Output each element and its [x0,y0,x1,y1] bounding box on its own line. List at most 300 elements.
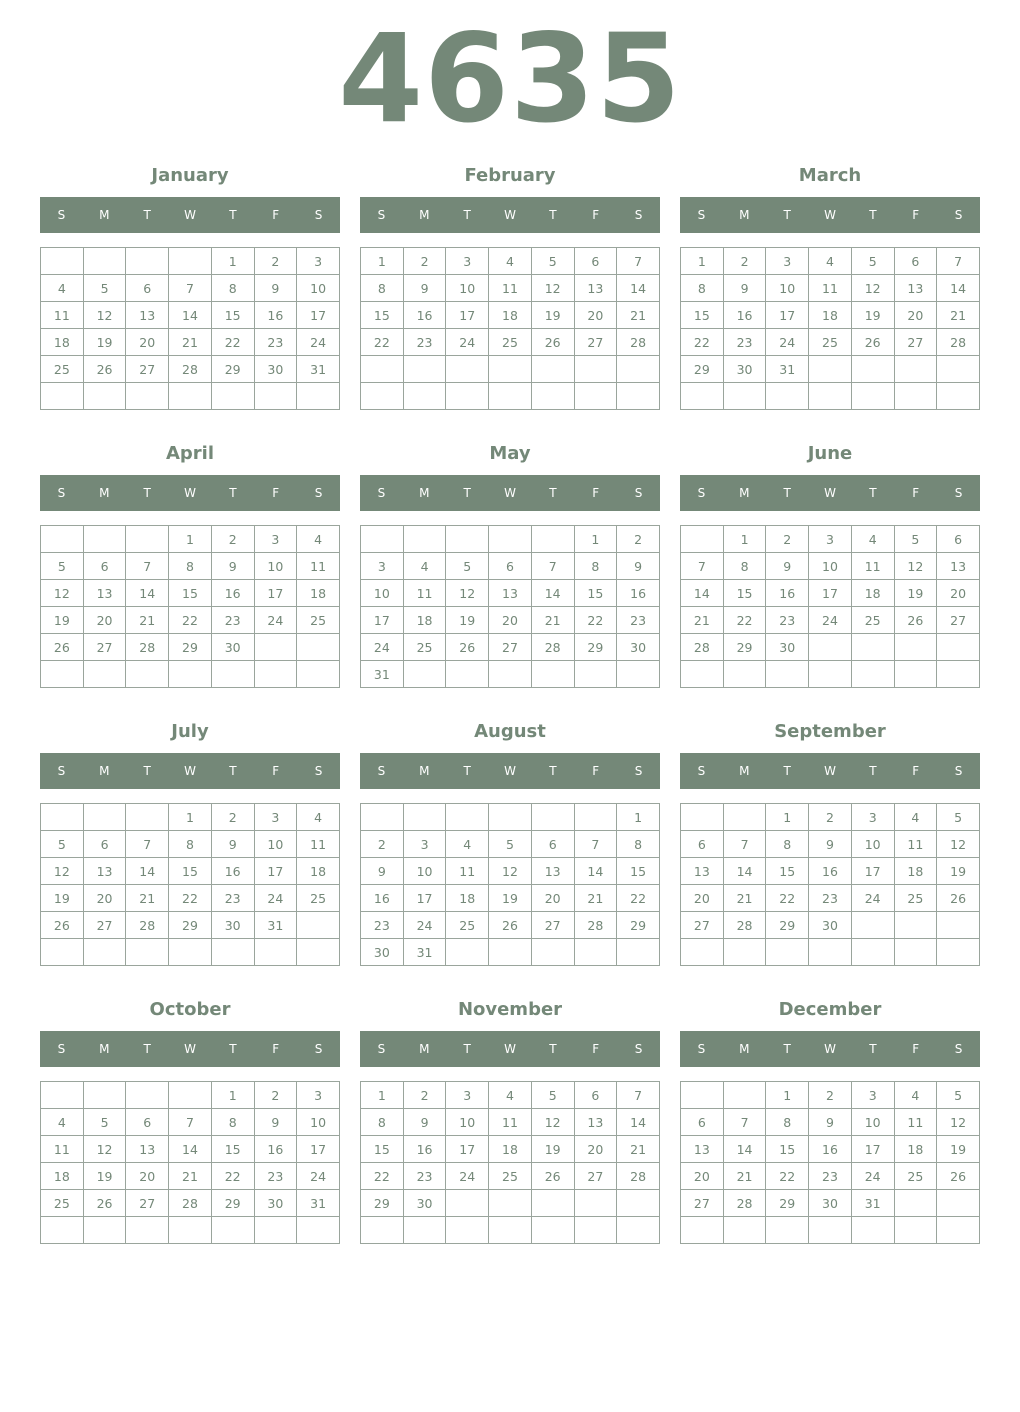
empty-day-cell [297,634,340,661]
day-cell: 19 [489,885,532,912]
empty-day-cell [681,1217,724,1244]
day-cell: 8 [766,1109,809,1136]
empty-day-cell [937,383,980,410]
weekday-label: S [634,1042,643,1056]
empty-day-cell [531,1190,574,1217]
week-row [681,885,980,912]
day-cell: 3 [851,1082,894,1109]
day-cell: 11 [894,1109,937,1136]
weekday-header [40,753,340,789]
day-cell: 29 [574,634,617,661]
empty-day-cell [531,1217,574,1244]
day-cell: 10 [766,275,809,302]
empty-day-cell [126,248,169,275]
day-cell: 4 [894,804,937,831]
day-cell: 31 [297,1190,340,1217]
day-cell: 21 [617,1136,660,1163]
day-cell: 11 [403,580,446,607]
empty-day-cell [766,383,809,410]
day-cell: 18 [446,885,489,912]
empty-day-cell [489,939,532,966]
empty-day-cell [937,912,980,939]
day-cell: 11 [851,553,894,580]
empty-day-cell [489,526,532,553]
days-grid [680,803,980,966]
day-cell: 29 [766,1190,809,1217]
empty-day-cell [361,526,404,553]
day-cell: 6 [894,248,937,275]
day-cell: 9 [403,275,446,302]
day-cell: 12 [83,302,126,329]
day-cell: 14 [723,1136,766,1163]
empty-day-cell [41,526,84,553]
month-august [360,716,660,986]
days-grid [40,525,340,688]
day-cell: 9 [211,553,254,580]
day-cell: 4 [41,1109,84,1136]
empty-day-cell [41,804,84,831]
empty-day-cell [809,383,852,410]
day-cell: 14 [126,580,169,607]
empty-day-cell [361,804,404,831]
empty-day-cell [531,661,574,688]
day-cell: 29 [211,356,254,383]
empty-day-cell [617,356,660,383]
day-cell: 18 [489,1136,532,1163]
empty-day-cell [681,1082,724,1109]
day-cell: 6 [574,248,617,275]
day-cell: 12 [489,858,532,885]
day-cell: 19 [83,329,126,356]
day-cell: 15 [211,1136,254,1163]
day-cell: 28 [617,329,660,356]
empty-day-cell [766,661,809,688]
week-row [41,804,340,831]
day-cell: 13 [574,275,617,302]
days-grid [40,247,340,410]
empty-day-cell [83,939,126,966]
day-cell: 29 [361,1190,404,1217]
month-name: September [774,721,886,742]
day-cell: 5 [531,1082,574,1109]
day-cell: 8 [574,553,617,580]
empty-day-cell [723,661,766,688]
day-cell: 2 [361,831,404,858]
empty-day-cell [297,912,340,939]
day-cell: 29 [766,912,809,939]
day-cell: 27 [83,912,126,939]
week-row [361,1136,660,1163]
empty-day-cell [126,383,169,410]
weekday-label: S [377,208,386,222]
month-may [360,438,660,708]
day-cell: 6 [681,1109,724,1136]
day-cell: 20 [894,302,937,329]
week-row [361,912,660,939]
day-cell: 13 [126,302,169,329]
day-cell: 19 [851,302,894,329]
days-grid [40,1081,340,1244]
day-cell: 1 [681,248,724,275]
day-cell: 19 [531,302,574,329]
day-cell: 21 [937,302,980,329]
empty-day-cell [41,248,84,275]
day-cell: 19 [937,858,980,885]
empty-day-cell [937,939,980,966]
empty-day-cell [851,912,894,939]
weekday-label: W [184,486,196,500]
day-cell: 6 [681,831,724,858]
day-cell: 27 [489,634,532,661]
day-cell: 3 [254,526,297,553]
day-cell: 22 [211,1163,254,1190]
day-cell: 29 [169,634,212,661]
day-cell: 13 [574,1109,617,1136]
weekday-label: T [783,208,791,222]
day-cell: 14 [574,858,617,885]
empty-day-cell [723,939,766,966]
day-cell: 31 [254,912,297,939]
day-cell: 23 [723,329,766,356]
day-cell: 31 [766,356,809,383]
week-row [41,580,340,607]
empty-day-cell [446,383,489,410]
day-cell: 27 [126,356,169,383]
month-july [40,716,340,986]
weekday-label: M [99,764,110,778]
day-cell: 17 [297,302,340,329]
day-cell: 28 [574,912,617,939]
day-cell: 24 [297,329,340,356]
week-row [361,885,660,912]
weekday-label: S [314,764,323,778]
empty-day-cell [894,1217,937,1244]
weekday-label: M [739,764,750,778]
weekday-label: F [272,1042,280,1056]
day-cell: 7 [126,831,169,858]
weekday-header [360,753,660,789]
week-row [361,858,660,885]
day-cell: 10 [361,580,404,607]
weekday-label: M [99,1042,110,1056]
day-cell: 21 [617,302,660,329]
day-cell: 24 [809,607,852,634]
weekday-label: S [314,208,323,222]
day-cell: 15 [766,858,809,885]
day-cell: 25 [41,1190,84,1217]
day-cell: 27 [937,607,980,634]
week-row [361,553,660,580]
day-cell: 6 [489,553,532,580]
empty-day-cell [489,383,532,410]
days-grid [360,525,660,688]
empty-day-cell [126,1082,169,1109]
day-cell: 14 [531,580,574,607]
day-cell: 4 [446,831,489,858]
weekday-label: T [463,1042,471,1056]
empty-day-cell [126,526,169,553]
day-cell: 3 [361,553,404,580]
empty-day-cell [937,634,980,661]
empty-day-cell [83,661,126,688]
day-cell: 22 [723,607,766,634]
day-cell: 20 [574,1136,617,1163]
day-cell: 30 [211,634,254,661]
weekday-label: F [592,208,600,222]
day-cell: 23 [809,885,852,912]
empty-day-cell [403,383,446,410]
day-cell: 7 [126,553,169,580]
day-cell: 9 [254,1109,297,1136]
day-cell: 15 [681,302,724,329]
day-cell: 22 [617,885,660,912]
day-cell: 4 [489,248,532,275]
empty-day-cell [531,356,574,383]
empty-day-cell [361,356,404,383]
day-cell: 16 [254,1136,297,1163]
day-cell: 27 [574,329,617,356]
day-cell: 15 [211,302,254,329]
day-cell: 1 [723,526,766,553]
day-cell: 1 [169,804,212,831]
day-cell: 6 [83,831,126,858]
day-cell: 15 [617,858,660,885]
day-cell: 7 [617,1082,660,1109]
weekday-label: S [954,486,963,500]
day-cell: 3 [446,1082,489,1109]
empty-day-cell [851,634,894,661]
weekday-label: T [229,486,237,500]
days-grid [360,247,660,410]
week-row [361,526,660,553]
day-cell: 4 [41,275,84,302]
weekday-label: T [783,486,791,500]
empty-day-cell [297,1217,340,1244]
day-cell: 23 [254,329,297,356]
day-cell: 26 [851,329,894,356]
day-cell: 9 [403,1109,446,1136]
weekday-label: F [592,1042,600,1056]
day-cell: 24 [446,1163,489,1190]
empty-day-cell [126,661,169,688]
day-cell: 16 [254,302,297,329]
day-cell: 20 [574,302,617,329]
day-cell: 31 [851,1190,894,1217]
day-cell: 24 [297,1163,340,1190]
empty-day-cell [809,1217,852,1244]
empty-day-cell [723,804,766,831]
day-cell: 28 [531,634,574,661]
day-cell: 18 [809,302,852,329]
weekday-label: F [272,764,280,778]
empty-day-cell [894,912,937,939]
weekday-label: S [697,208,706,222]
day-cell: 17 [809,580,852,607]
day-cell: 6 [531,831,574,858]
week-row [681,912,980,939]
day-cell: 25 [489,1163,532,1190]
week-row [681,858,980,885]
day-cell: 27 [126,1190,169,1217]
day-cell: 15 [361,1136,404,1163]
day-cell: 9 [254,275,297,302]
day-cell: 11 [489,275,532,302]
weekday-label: S [377,486,386,500]
day-cell: 11 [41,302,84,329]
weekday-label: W [504,1042,516,1056]
day-cell: 23 [211,607,254,634]
day-cell: 21 [681,607,724,634]
day-cell: 6 [126,275,169,302]
month-june [680,438,980,708]
week-row [681,248,980,275]
day-cell: 9 [809,831,852,858]
day-cell: 25 [297,885,340,912]
day-cell: 26 [937,885,980,912]
weekday-label: W [184,208,196,222]
day-cell: 15 [361,302,404,329]
empty-day-cell [489,1190,532,1217]
empty-day-cell [41,939,84,966]
week-row [361,831,660,858]
week-row [41,1109,340,1136]
week-row [41,1136,340,1163]
weekday-label: W [184,764,196,778]
week-row [41,275,340,302]
empty-day-cell [531,939,574,966]
day-cell: 16 [403,302,446,329]
day-cell: 21 [574,885,617,912]
empty-day-cell [574,383,617,410]
weekday-label: T [229,764,237,778]
day-cell: 9 [617,553,660,580]
month-name: October [149,999,231,1020]
day-cell: 8 [766,831,809,858]
day-cell: 17 [403,885,446,912]
day-cell: 22 [361,1163,404,1190]
week-row [361,1163,660,1190]
empty-day-cell [41,1217,84,1244]
week-row [681,607,980,634]
day-cell: 22 [361,329,404,356]
day-cell: 22 [211,329,254,356]
day-cell: 5 [937,1082,980,1109]
day-cell: 11 [297,553,340,580]
weekday-label: S [954,1042,963,1056]
weekday-label: F [912,486,920,500]
week-row [361,356,660,383]
empty-day-cell [574,661,617,688]
day-cell: 21 [126,885,169,912]
day-cell: 15 [723,580,766,607]
empty-day-cell [169,939,212,966]
day-cell: 28 [723,1190,766,1217]
day-cell: 14 [169,302,212,329]
day-cell: 3 [809,526,852,553]
empty-day-cell [851,356,894,383]
empty-day-cell [446,526,489,553]
weekday-label: W [824,208,836,222]
empty-day-cell [937,661,980,688]
day-cell: 29 [617,912,660,939]
day-cell: 15 [169,580,212,607]
weekday-label: W [504,208,516,222]
empty-day-cell [126,804,169,831]
day-cell: 28 [126,912,169,939]
day-cell: 2 [809,804,852,831]
day-cell: 30 [766,634,809,661]
empty-day-cell [169,248,212,275]
week-row [361,580,660,607]
week-row [681,1163,980,1190]
day-cell: 9 [766,553,809,580]
day-cell: 26 [41,912,84,939]
day-cell: 26 [894,607,937,634]
day-cell: 5 [446,553,489,580]
week-row [41,329,340,356]
day-cell: 30 [254,1190,297,1217]
empty-day-cell [126,939,169,966]
day-cell: 6 [574,1082,617,1109]
empty-day-cell [617,383,660,410]
day-cell: 2 [403,248,446,275]
empty-day-cell [851,383,894,410]
day-cell: 9 [211,831,254,858]
week-row [681,302,980,329]
day-cell: 11 [809,275,852,302]
empty-day-cell [851,1217,894,1244]
empty-day-cell [809,661,852,688]
day-cell: 19 [41,607,84,634]
week-row [361,661,660,688]
day-cell: 27 [894,329,937,356]
day-cell: 20 [681,1163,724,1190]
week-row [41,1217,340,1244]
day-cell: 14 [937,275,980,302]
day-cell: 12 [531,275,574,302]
weekday-label: F [912,764,920,778]
day-cell: 1 [361,248,404,275]
day-cell: 1 [361,1082,404,1109]
day-cell: 3 [766,248,809,275]
day-cell: 21 [169,1163,212,1190]
day-cell: 7 [681,553,724,580]
empty-day-cell [169,1082,212,1109]
weekday-label: F [912,208,920,222]
weekday-label: S [954,764,963,778]
day-cell: 5 [41,831,84,858]
days-grid [360,803,660,966]
empty-day-cell [574,1217,617,1244]
weekday-label: M [739,208,750,222]
day-cell: 13 [83,580,126,607]
weekday-label: T [143,208,151,222]
weekday-header [360,1031,660,1067]
week-row [361,634,660,661]
day-cell: 14 [169,1136,212,1163]
weekday-label: T [463,486,471,500]
day-cell: 1 [211,248,254,275]
day-cell: 17 [361,607,404,634]
week-row [41,858,340,885]
empty-day-cell [681,526,724,553]
day-cell: 9 [361,858,404,885]
day-cell: 1 [574,526,617,553]
day-cell: 13 [937,553,980,580]
day-cell: 25 [894,885,937,912]
empty-day-cell [851,661,894,688]
empty-day-cell [403,356,446,383]
